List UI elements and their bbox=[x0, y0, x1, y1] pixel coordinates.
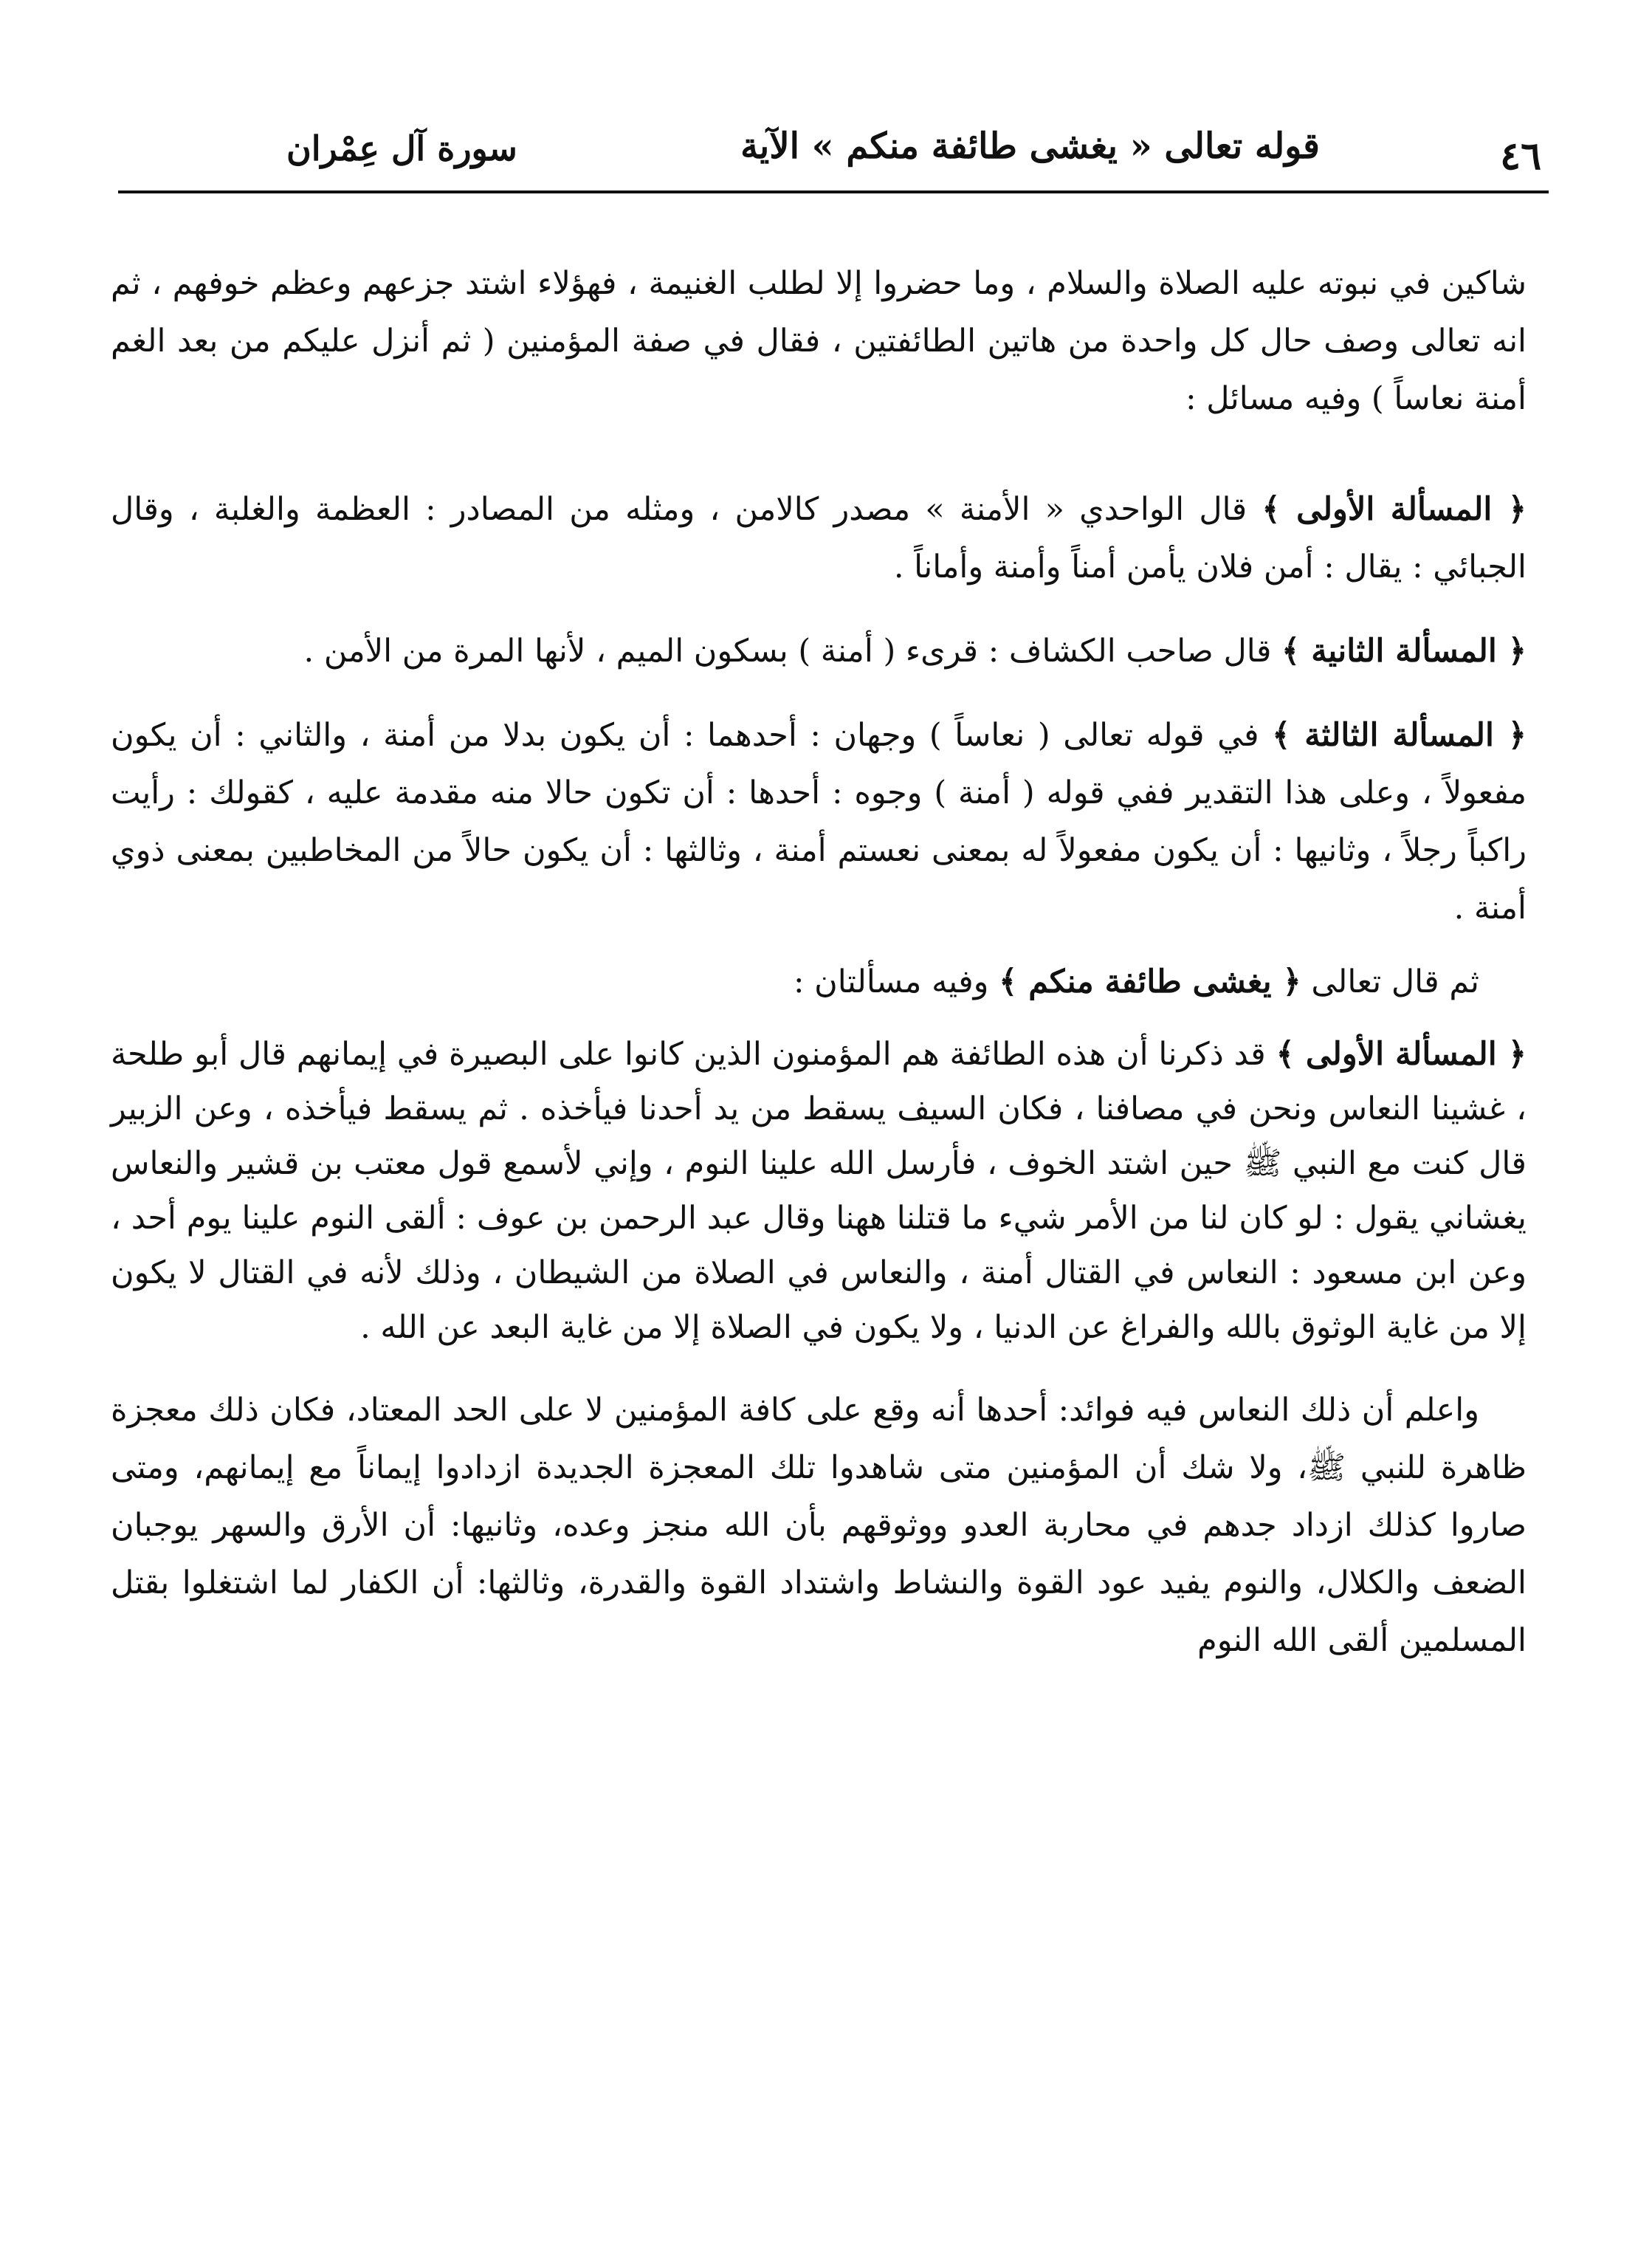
masala-3-label: ﴿ المسألة الثالثة ﴾ bbox=[1272, 717, 1527, 754]
masala-1-label: ﴿ المسألة الأولى ﴾ bbox=[1262, 491, 1527, 528]
running-header bbox=[117, 111, 1541, 177]
then-said-lead: ثم قال تعالى bbox=[1301, 964, 1479, 1000]
page-body bbox=[111, 255, 1527, 1669]
verse-quote: ﴿ يغشى طائفة منكم ﴾ bbox=[999, 964, 1301, 1000]
paragraph-masala-4 bbox=[111, 1027, 1527, 1355]
paragraph-intro: شاكين في نبوته عليه الصلاة والسلام ، وما حضروا إلا لطلب الغنيمة ، فهؤلاء اشتد جزعهم وعظم خوفهم ، ثم انه تعالى وصف حال كل واحدة من هاتين الطائفتين ، فقال في صفة المؤمنين ( ثم أنزل عليكم من بعد الغم أمنة نعاساً ) وفيه مسائل : bbox=[111, 265, 1527, 417]
paragraph-then-said bbox=[111, 953, 1527, 1011]
masala-4-label: ﴿ المسألة الأولى ﴾ bbox=[1276, 1036, 1527, 1073]
paragraph-benefits: واعلم أن ذلك النعاس فيه فوائد: أحدها أنه وقع على كافة المؤمنين لا على الحد المعتاد، فكان ذلك معجزة ظاهرة للنبي ﷺ، ولا شك أن المؤمنين متى شاهدوا تلك المعجزة الجديدة ازدادوا إيماناً مع إيمانهم، ومتى صاروا كذلك ازداد جدهم في محاربة العدو ووثوقهم بأن الله منجز وعده، وثانيها: أن الأرق والسهر يوجبان الضعف والكلال، والنوم يفيد عود القوة والنشاط واشتداد القوة والقدرة، وثالثها: أن الكفار لما اشتغلوا بقتل المسلمين ألقى الله النوم bbox=[111, 1392, 1527, 1659]
page-number: ٤٦ bbox=[1500, 134, 1541, 179]
masala-3-text: في قوله تعالى ( نعاساً ) وجهان : أحدهما : أن يكون بدلا من أمنة ، والثاني : أن يكون مفعولاً ، وعلى هذا التقدير ففي قوله ( أمنة ) وجوه : أحدها : أن تكون حالا منه مقدمة عليه ، كقولك : رأيت راكباً رجلاً ، وثانيها : أن يكون مفعولاً له بمعنى نعستم أمنة ، وثالثها : أن يكون حالاً من المخاطبين بمعنى ذوي أمنة . bbox=[111, 717, 1527, 927]
paragraph-masala-2 bbox=[111, 622, 1527, 680]
masala-4-text: قد ذكرنا أن هذه الطائفة هم المؤمنون الذين كانوا على البصيرة في إيمانهم قال أبو طلحة ، غشينا النعاس ونحن في مصافنا ، فكان السيف يسقط من يد أحدنا فيأخذه . ثم يسقط فيأخذه ، وعن الزبير قال كنت مع النبي ﷺ حين اشتد الخوف ، فأرسل الله علينا النوم ، وإني لأسمع قول معتب بن قشير والنعاس يغشاني يقول : لو كان لنا من الأمر شيء ما قتلنا ههنا وقال عبد الرحمن بن عوف : ألقى النوم علينا يوم أحد ، وعن ابن مسعود : النعاس في القتال أمنة ، والنعاس في الصلاة من الشيطان ، وذلك لأنه في القتال لا يكون إلا من غاية الوثوق بالله والفراغ عن الدنيا ، ولا يكون في الصلاة إلا من غاية البعد عن الله . bbox=[111, 1036, 1527, 1346]
masala-2-text: قال صاحب الكشاف : قرىء ( أمنة ) بسكون الميم ، لأنها المرة من الأمن . bbox=[303, 633, 1282, 670]
masala-1-text: قال الواحدي « الأمنة » مصدر كالامن ، ومثله من المصادر : العظمة والغلبة ، وقال الجبائي : يقال : أمن فلان يأمن أمناً وأمنة وأماناً . bbox=[111, 491, 1527, 585]
header-divider bbox=[118, 190, 1549, 193]
header-title: قوله تعالى « يغشى طائفة منكم » الآية bbox=[740, 126, 1320, 167]
masala-2-label: ﴿ المسألة الثانية ﴾ bbox=[1281, 633, 1527, 670]
then-said-tail: وفيه مسألتان : bbox=[794, 964, 999, 1000]
paragraph-masala-3 bbox=[111, 707, 1527, 937]
paragraph-masala-1 bbox=[111, 481, 1527, 596]
header-surah-name: سورة آل عِمْران bbox=[286, 128, 517, 168]
